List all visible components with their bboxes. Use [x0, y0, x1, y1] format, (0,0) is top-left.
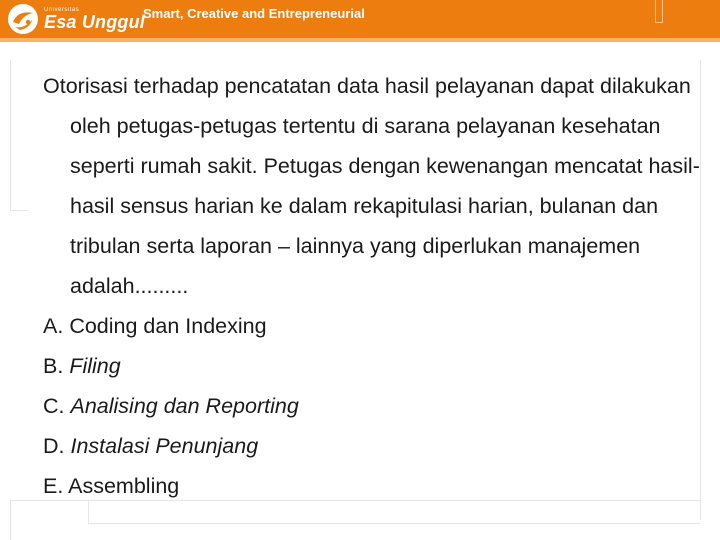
option-letter: B. [43, 354, 64, 378]
header-bar [0, 0, 720, 38]
option-letter: C. [43, 394, 65, 418]
option-c [43, 386, 703, 426]
option-text: Filing [69, 354, 121, 378]
option-text: Analising dan Reporting [70, 394, 299, 418]
option-letter: A. [43, 314, 64, 338]
logo-text [44, 7, 145, 31]
grid-line [88, 523, 700, 524]
option-b [43, 346, 703, 386]
option-a [43, 306, 703, 346]
logo [6, 2, 145, 36]
esa-unggul-logo-icon [6, 2, 40, 36]
slide-content [43, 66, 703, 506]
logo-name: Esa Unggul [44, 12, 146, 32]
grid-line [10, 60, 11, 210]
option-text: Coding dan Indexing [69, 314, 267, 338]
logo-small-text: Universitas [44, 7, 80, 13]
option-d [43, 426, 703, 466]
option-letter: D. [43, 434, 65, 458]
header-corner-box [655, 0, 663, 23]
option-e [43, 466, 703, 506]
option-text: Assembling [68, 474, 180, 498]
option-letter: E. [43, 474, 64, 498]
header-strip [0, 38, 720, 42]
option-text: Instalasi Penunjang [70, 434, 259, 458]
grid-line [10, 210, 28, 211]
tagline: Smart, Creative and Entrepreneurial [143, 6, 365, 21]
question-text: Otorisasi terhadap pencatatan data hasil pelayanan dapat dilakukan oleh petugas-petugas tertentu di sarana pelayanan kesehatan seperti rumah sakit. Petugas dengan kewenangan mencatat hasil-hasil sensus harian ke dalam rekapitulasi harian, bulanan dan tribulan serta laporan – lainnya yang diperlukan manajemen adalah......... [43, 74, 700, 298]
grid-line [10, 500, 11, 540]
